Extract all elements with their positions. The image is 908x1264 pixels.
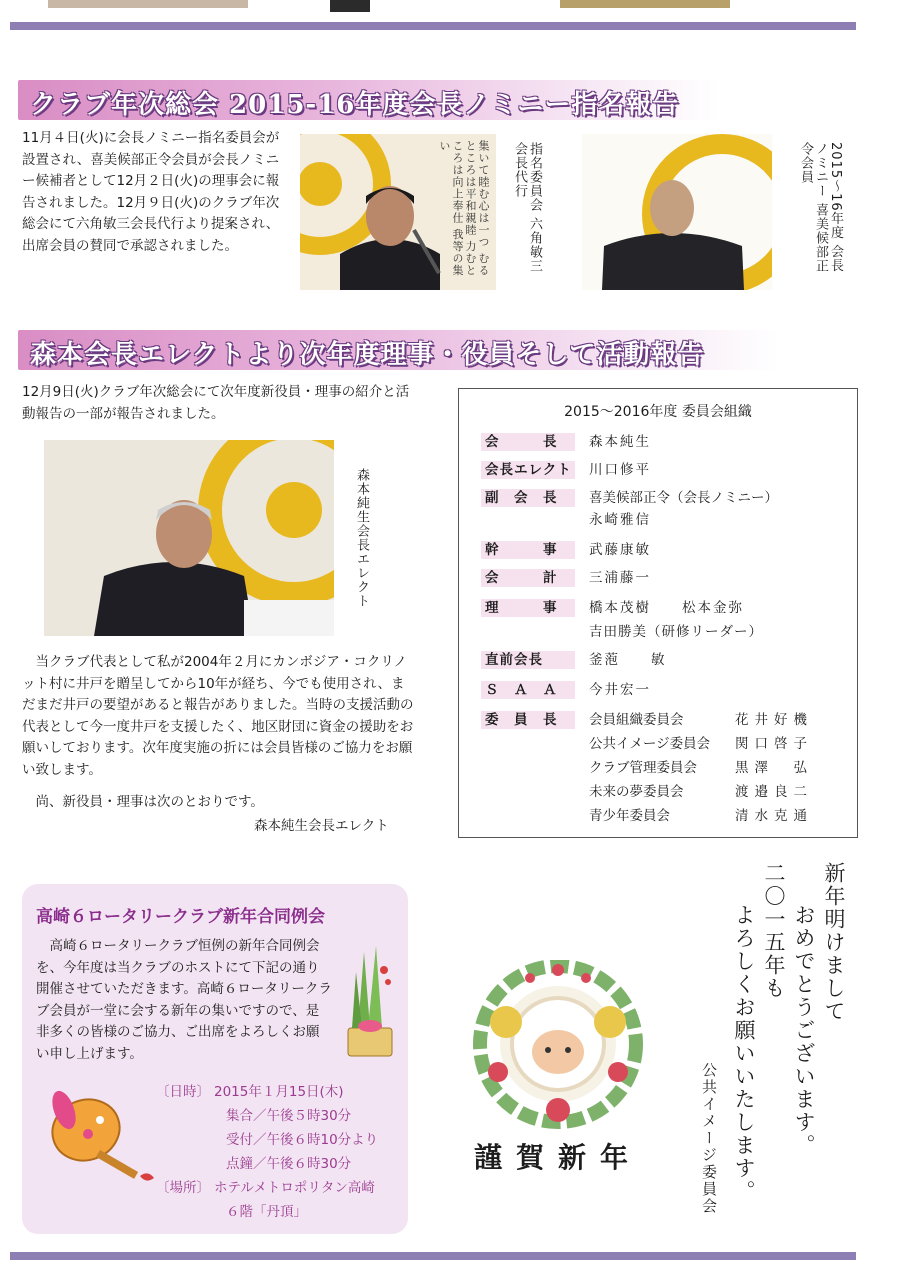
rotary-wheel-icon: [44, 440, 334, 636]
section1-photo1-caption: 指名委員会 六角敏三会長代行: [512, 142, 542, 274]
org-row: Ｓ Ａ Ａ 今井宏一: [481, 681, 841, 702]
event-body: 高崎６ロータリークラブ恒例の新年合同例会を、今年度は当クラブのホストにて下記の通り開催させていただきます。高崎６ロータリークラブ会員が一堂に会する新年の集いですので、是非多くの皆様のご協力、ご出席をよろしくお願い申し上げます。: [36, 938, 332, 1062]
calligraphy-text: 集いて睦む心は一つ むるところは平和親睦 力むところは向上奉仕 我等の集い: [438, 140, 490, 277]
org-row: 会 計 三浦藤一: [481, 569, 841, 590]
top-fragment-left: [48, 0, 248, 8]
org-title: 2015～2016年度 委員会組織: [564, 404, 752, 420]
greeting-signature: 公共イメージ委員会: [700, 1062, 718, 1215]
section1-heading: [18, 80, 718, 120]
event-place-floor: ６階「丹頂」: [226, 1204, 307, 1220]
rotary-wheel-icon: [582, 134, 772, 290]
section1-photo2: [582, 134, 772, 290]
mallet-icon: [36, 1080, 166, 1190]
divider-top: [10, 22, 856, 30]
divider-bottom: [10, 1252, 856, 1260]
section2-signature: 森本純生会長エレクト: [254, 818, 389, 834]
section2-intro: 12月9日(火)クラブ年次総会にて次年度新役員・理事の紹介と活動報告の一部が報告されました。: [22, 384, 410, 422]
section1-body: 11月４日(火)に会長ノミニー指名委員会が設置され、喜美候部正令会員が会長ノミニー候補者として12月２日(火)の理事会に報告されました。12月９日(火)のクラブ年次総会にて六角敏三会長代行より提案され、出席会員の賛同で承認されました。: [22, 130, 280, 254]
event-place-value: ホテルメトロポリタン高崎: [214, 1180, 375, 1196]
speaker-figure: [300, 134, 496, 290]
committee-row: 会員組織委員会 花井好機: [589, 712, 813, 728]
top-fragment-mid: [330, 0, 370, 12]
section2-title: 森本会長エレクトより次年度理事・役員そして活動報告: [30, 340, 705, 370]
event-date-value: 2015年１月15日(木): [214, 1084, 344, 1100]
event-date-label: 〔日時〕: [156, 1084, 210, 1100]
org-row: 会長エレクト 川口修平: [481, 461, 841, 482]
section2-body: 当クラブ代表として私が2004年２月にカンボジア・コクリノット村に井戸を贈呈してから10年が経ち、今でも使用され、まだまだ井戸の要望があると報告がありました。当時の支援活動の代表として今一度井戸を支援したく、地区財団に資金の援助をお願いしております。次年度実施の折には会員皆様のご協力をお願い致します。: [22, 654, 414, 778]
section2-heading: [18, 330, 778, 370]
committee-organization-box: [458, 388, 858, 838]
greeting-line: 新年明けまして: [822, 862, 846, 1023]
event-place-label: 〔場所〕: [156, 1180, 210, 1196]
top-fragment-right: [560, 0, 730, 8]
org-row: 委 員 長: [481, 711, 841, 732]
org-row: 直前会長 釜萢 敏: [481, 651, 841, 672]
org-row: 理 事 橋本茂樹 松本金弥 吉田勝美（研修リーダー）: [481, 599, 841, 620]
event-time: 受付／午後６時10分より: [226, 1132, 379, 1148]
greeting-card-text: 謹賀新年: [474, 1141, 643, 1174]
greeting-line: おめでとうございます。: [792, 904, 816, 1157]
committee-row: クラブ管理委員会 黒澤 弘: [589, 760, 813, 776]
org-row: 幹 事 武藤康敏: [481, 541, 841, 562]
committee-row: 青少年委員会 清水克通: [589, 808, 813, 824]
event-title: 高崎６ロータリークラブ新年合同例会: [36, 907, 325, 927]
committee-row: 公共イメージ委員会 関口啓子: [589, 736, 813, 752]
event-time: 点鐘／午後６時30分: [226, 1156, 352, 1172]
greeting-message: [676, 862, 846, 1242]
event-time: 集合／午後５時30分: [226, 1108, 352, 1124]
section1-title: クラブ年次総会 2015-16年度会長ノミニー指名報告: [30, 90, 680, 120]
section2-photo: [44, 440, 334, 636]
greeting-line: よろしくお願いいたします。: [732, 904, 756, 1203]
section2-closing: 尚、新役員・理事は次のとおりです。: [35, 794, 264, 810]
committee-row: 未来の夢委員会 渡邉良二: [589, 784, 813, 800]
section1-photo1: [300, 134, 496, 290]
sheep-wreath-illustration: [458, 960, 658, 1130]
org-row: 会 長 森本純生: [481, 433, 841, 454]
new-year-event-box: [22, 884, 408, 1234]
greeting-line: 二〇一五年も: [762, 862, 786, 1000]
section2-photo-caption: 森本純生会長エレクト: [354, 468, 369, 608]
org-row: 副 会 長 喜美候部正令（会長ノミニー） 永崎雅信: [481, 489, 841, 510]
section1-photo2-caption: 2015～16年度 会長ノミニー 喜美候部正令会員: [798, 142, 843, 274]
kadomatsu-icon: [338, 942, 402, 1062]
